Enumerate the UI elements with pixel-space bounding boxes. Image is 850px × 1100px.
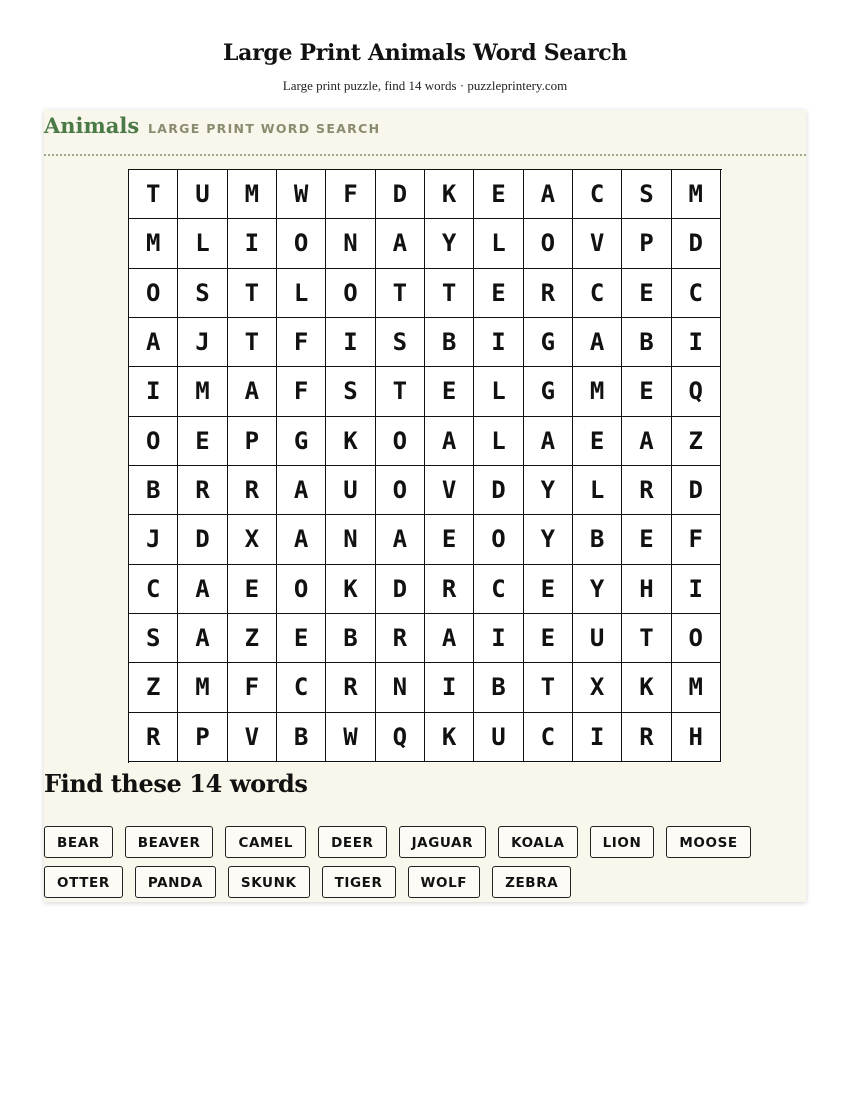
grid-cell[interactable]: X [228,515,277,564]
letter-grid [128,169,722,763]
grid-cell[interactable]: T [425,269,474,318]
grid-cell[interactable]: I [474,614,523,663]
grid-cell[interactable]: D [672,466,721,515]
grid-cell[interactable]: E [277,614,326,663]
grid-cell[interactable]: I [672,318,721,367]
grid-cell[interactable]: E [524,565,573,614]
grid-cell[interactable]: V [425,466,474,515]
grid-cell[interactable]: J [129,515,178,564]
grid-cell[interactable]: Y [425,219,474,268]
grid-cell[interactable]: X [573,663,622,712]
word-bank [44,826,784,898]
grid-cell[interactable]: W [326,713,375,762]
grid-cell[interactable]: S [622,170,671,219]
grid-cell[interactable]: J [178,318,227,367]
grid-cell[interactable]: P [622,219,671,268]
grid-cell[interactable]: D [474,466,523,515]
grid-cell[interactable]: R [622,713,671,762]
grid-cell[interactable]: W [277,170,326,219]
grid-cell[interactable]: F [672,515,721,564]
grid-cell[interactable]: N [376,663,425,712]
word-list-heading: Find these 14 words [44,769,308,798]
word-chip: PANDA [135,866,216,898]
grid-cell[interactable]: O [326,269,375,318]
grid-cell[interactable]: M [228,170,277,219]
word-chip: BEAVER [125,826,214,858]
grid-cell[interactable]: I [425,663,474,712]
grid-cell[interactable]: S [129,614,178,663]
grid-cell[interactable]: Z [672,417,721,466]
grid-cell[interactable]: P [228,417,277,466]
grid-cell[interactable]: M [672,663,721,712]
grid-cell[interactable]: O [524,219,573,268]
grid-cell[interactable]: O [129,417,178,466]
grid-cell[interactable]: A [376,219,425,268]
grid-cell[interactable]: L [573,466,622,515]
grid-cell[interactable]: I [672,565,721,614]
grid-cell[interactable]: U [178,170,227,219]
grid-cell[interactable]: T [376,367,425,416]
word-chip: BEAR [44,826,113,858]
grid-cell[interactable]: T [228,318,277,367]
grid-cell[interactable]: V [573,219,622,268]
grid-cell[interactable]: R [129,713,178,762]
grid-cell[interactable]: R [376,614,425,663]
grid-cell[interactable]: O [474,515,523,564]
grid-cell[interactable]: A [228,367,277,416]
grid-cell[interactable]: A [573,318,622,367]
grid-cell[interactable]: T [129,170,178,219]
grid-cell[interactable]: T [524,663,573,712]
grid-cell[interactable]: B [326,614,375,663]
grid-cell[interactable]: U [474,713,523,762]
grid-cell[interactable]: A [376,515,425,564]
grid-cell[interactable]: D [376,565,425,614]
word-chip: OTTER [44,866,123,898]
grid-cell[interactable]: G [277,417,326,466]
grid-cell[interactable]: O [277,565,326,614]
grid-cell[interactable]: N [326,515,375,564]
grid-cell[interactable]: A [277,515,326,564]
card-tag: LARGE PRINT WORD SEARCH [148,121,381,136]
grid-cell[interactable]: A [622,417,671,466]
grid-cell[interactable]: M [178,663,227,712]
word-chip: SKUNK [228,866,310,898]
grid-cell[interactable]: A [129,318,178,367]
grid-cell[interactable]: L [178,219,227,268]
grid-cell[interactable]: C [573,170,622,219]
grid-cell[interactable]: R [228,466,277,515]
word-chip: CAMEL [225,826,306,858]
grid-cell[interactable]: T [228,269,277,318]
grid-cell[interactable]: C [573,269,622,318]
grid-cell[interactable]: B [573,515,622,564]
grid-cell[interactable]: R [326,663,375,712]
card-header [44,110,806,156]
grid-cell[interactable]: O [376,417,425,466]
grid-cell[interactable]: T [622,614,671,663]
grid-cell[interactable]: V [228,713,277,762]
grid-cell[interactable]: E [622,515,671,564]
grid-cell[interactable]: I [228,219,277,268]
grid-cell[interactable]: E [622,367,671,416]
page-subtitle: Large print puzzle, find 14 words · puzzleprintery.com [282,78,568,93]
grid-cell[interactable]: E [228,565,277,614]
grid-cell[interactable]: O [376,466,425,515]
grid-cell[interactable]: E [178,417,227,466]
grid-cell[interactable]: O [277,219,326,268]
grid-cell[interactable]: C [277,663,326,712]
grid-cell[interactable]: B [622,318,671,367]
grid-cell[interactable]: E [425,367,474,416]
grid-cell[interactable]: K [425,713,474,762]
grid-cell[interactable]: G [524,318,573,367]
grid-cell[interactable]: E [524,614,573,663]
puzzle-card [44,110,806,902]
grid-cell[interactable]: A [277,466,326,515]
grid-cell[interactable]: Z [129,663,178,712]
grid-cell[interactable]: R [622,466,671,515]
grid-cell[interactable]: K [326,565,375,614]
word-chip: ZEBRA [492,866,571,898]
grid-cell[interactable]: Q [672,367,721,416]
grid-cell[interactable]: F [277,367,326,416]
grid-cell[interactable]: Y [524,466,573,515]
word-chip: LION [590,826,655,858]
grid-cell[interactable]: S [376,318,425,367]
grid-cell[interactable]: Q [376,713,425,762]
grid-cell[interactable]: K [622,663,671,712]
grid-cell[interactable]: E [474,170,523,219]
grid-cell[interactable]: B [129,466,178,515]
grid-cell[interactable]: M [672,170,721,219]
grid-cell[interactable]: O [672,614,721,663]
card-title: Animals [44,113,140,138]
grid-cell[interactable]: F [326,170,375,219]
grid-cell[interactable]: D [672,219,721,268]
grid-cell[interactable]: R [178,466,227,515]
grid-cell[interactable]: C [672,269,721,318]
grid-cell[interactable]: B [474,663,523,712]
grid-cell[interactable]: S [326,367,375,416]
grid-cell[interactable]: P [178,713,227,762]
grid-cell[interactable]: N [326,219,375,268]
grid-cell[interactable]: A [425,417,474,466]
grid-cell[interactable]: K [425,170,474,219]
grid-cell[interactable]: B [277,713,326,762]
grid-cell[interactable]: U [326,466,375,515]
grid-cell[interactable]: D [376,170,425,219]
grid-cell[interactable]: A [178,565,227,614]
grid-cell[interactable]: B [425,318,474,367]
grid-cell[interactable]: U [573,614,622,663]
grid-cell[interactable]: H [672,713,721,762]
word-chip: JAGUAR [399,826,487,858]
grid-cell[interactable]: C [129,565,178,614]
grid-cell[interactable]: E [474,269,523,318]
grid-cell[interactable]: L [277,269,326,318]
grid-cell[interactable]: Z [228,614,277,663]
grid-cell[interactable]: A [425,614,474,663]
grid-cell[interactable]: E [622,269,671,318]
grid-cell[interactable]: E [425,515,474,564]
grid-cell[interactable]: I [474,318,523,367]
grid-cell[interactable]: L [474,219,523,268]
grid-cell[interactable]: A [178,614,227,663]
grid-cell[interactable]: T [376,269,425,318]
grid-cell[interactable]: S [178,269,227,318]
grid-cell[interactable]: D [178,515,227,564]
grid-cell[interactable]: H [622,565,671,614]
grid-cell[interactable]: E [573,417,622,466]
word-chip: WOLF [408,866,481,898]
grid-cell[interactable]: C [474,565,523,614]
grid-cell[interactable]: M [573,367,622,416]
page-title: Large Print Animals Word Search [222,40,628,66]
grid-cell[interactable]: R [425,565,474,614]
grid-cell[interactable]: G [524,367,573,416]
grid-cell[interactable]: M [129,219,178,268]
grid-cell[interactable]: F [228,663,277,712]
grid-cell[interactable]: Y [573,565,622,614]
grid-cell[interactable]: L [474,367,523,416]
grid-cell[interactable]: O [129,269,178,318]
grid-cell[interactable]: A [524,170,573,219]
grid-cell[interactable]: M [178,367,227,416]
word-chip: MOOSE [666,826,750,858]
grid-cell[interactable]: K [326,417,375,466]
word-chip: KOALA [498,826,577,858]
grid-cell[interactable]: A [524,417,573,466]
grid-cell[interactable]: I [129,367,178,416]
grid-cell[interactable]: R [524,269,573,318]
grid-cell[interactable]: I [326,318,375,367]
grid-cell[interactable]: F [277,318,326,367]
grid-cell[interactable]: Y [524,515,573,564]
word-chip: TIGER [322,866,396,898]
word-chip: DEER [318,826,386,858]
grid-cell[interactable]: C [524,713,573,762]
grid-cell[interactable]: L [474,417,523,466]
grid-cell[interactable]: I [573,713,622,762]
